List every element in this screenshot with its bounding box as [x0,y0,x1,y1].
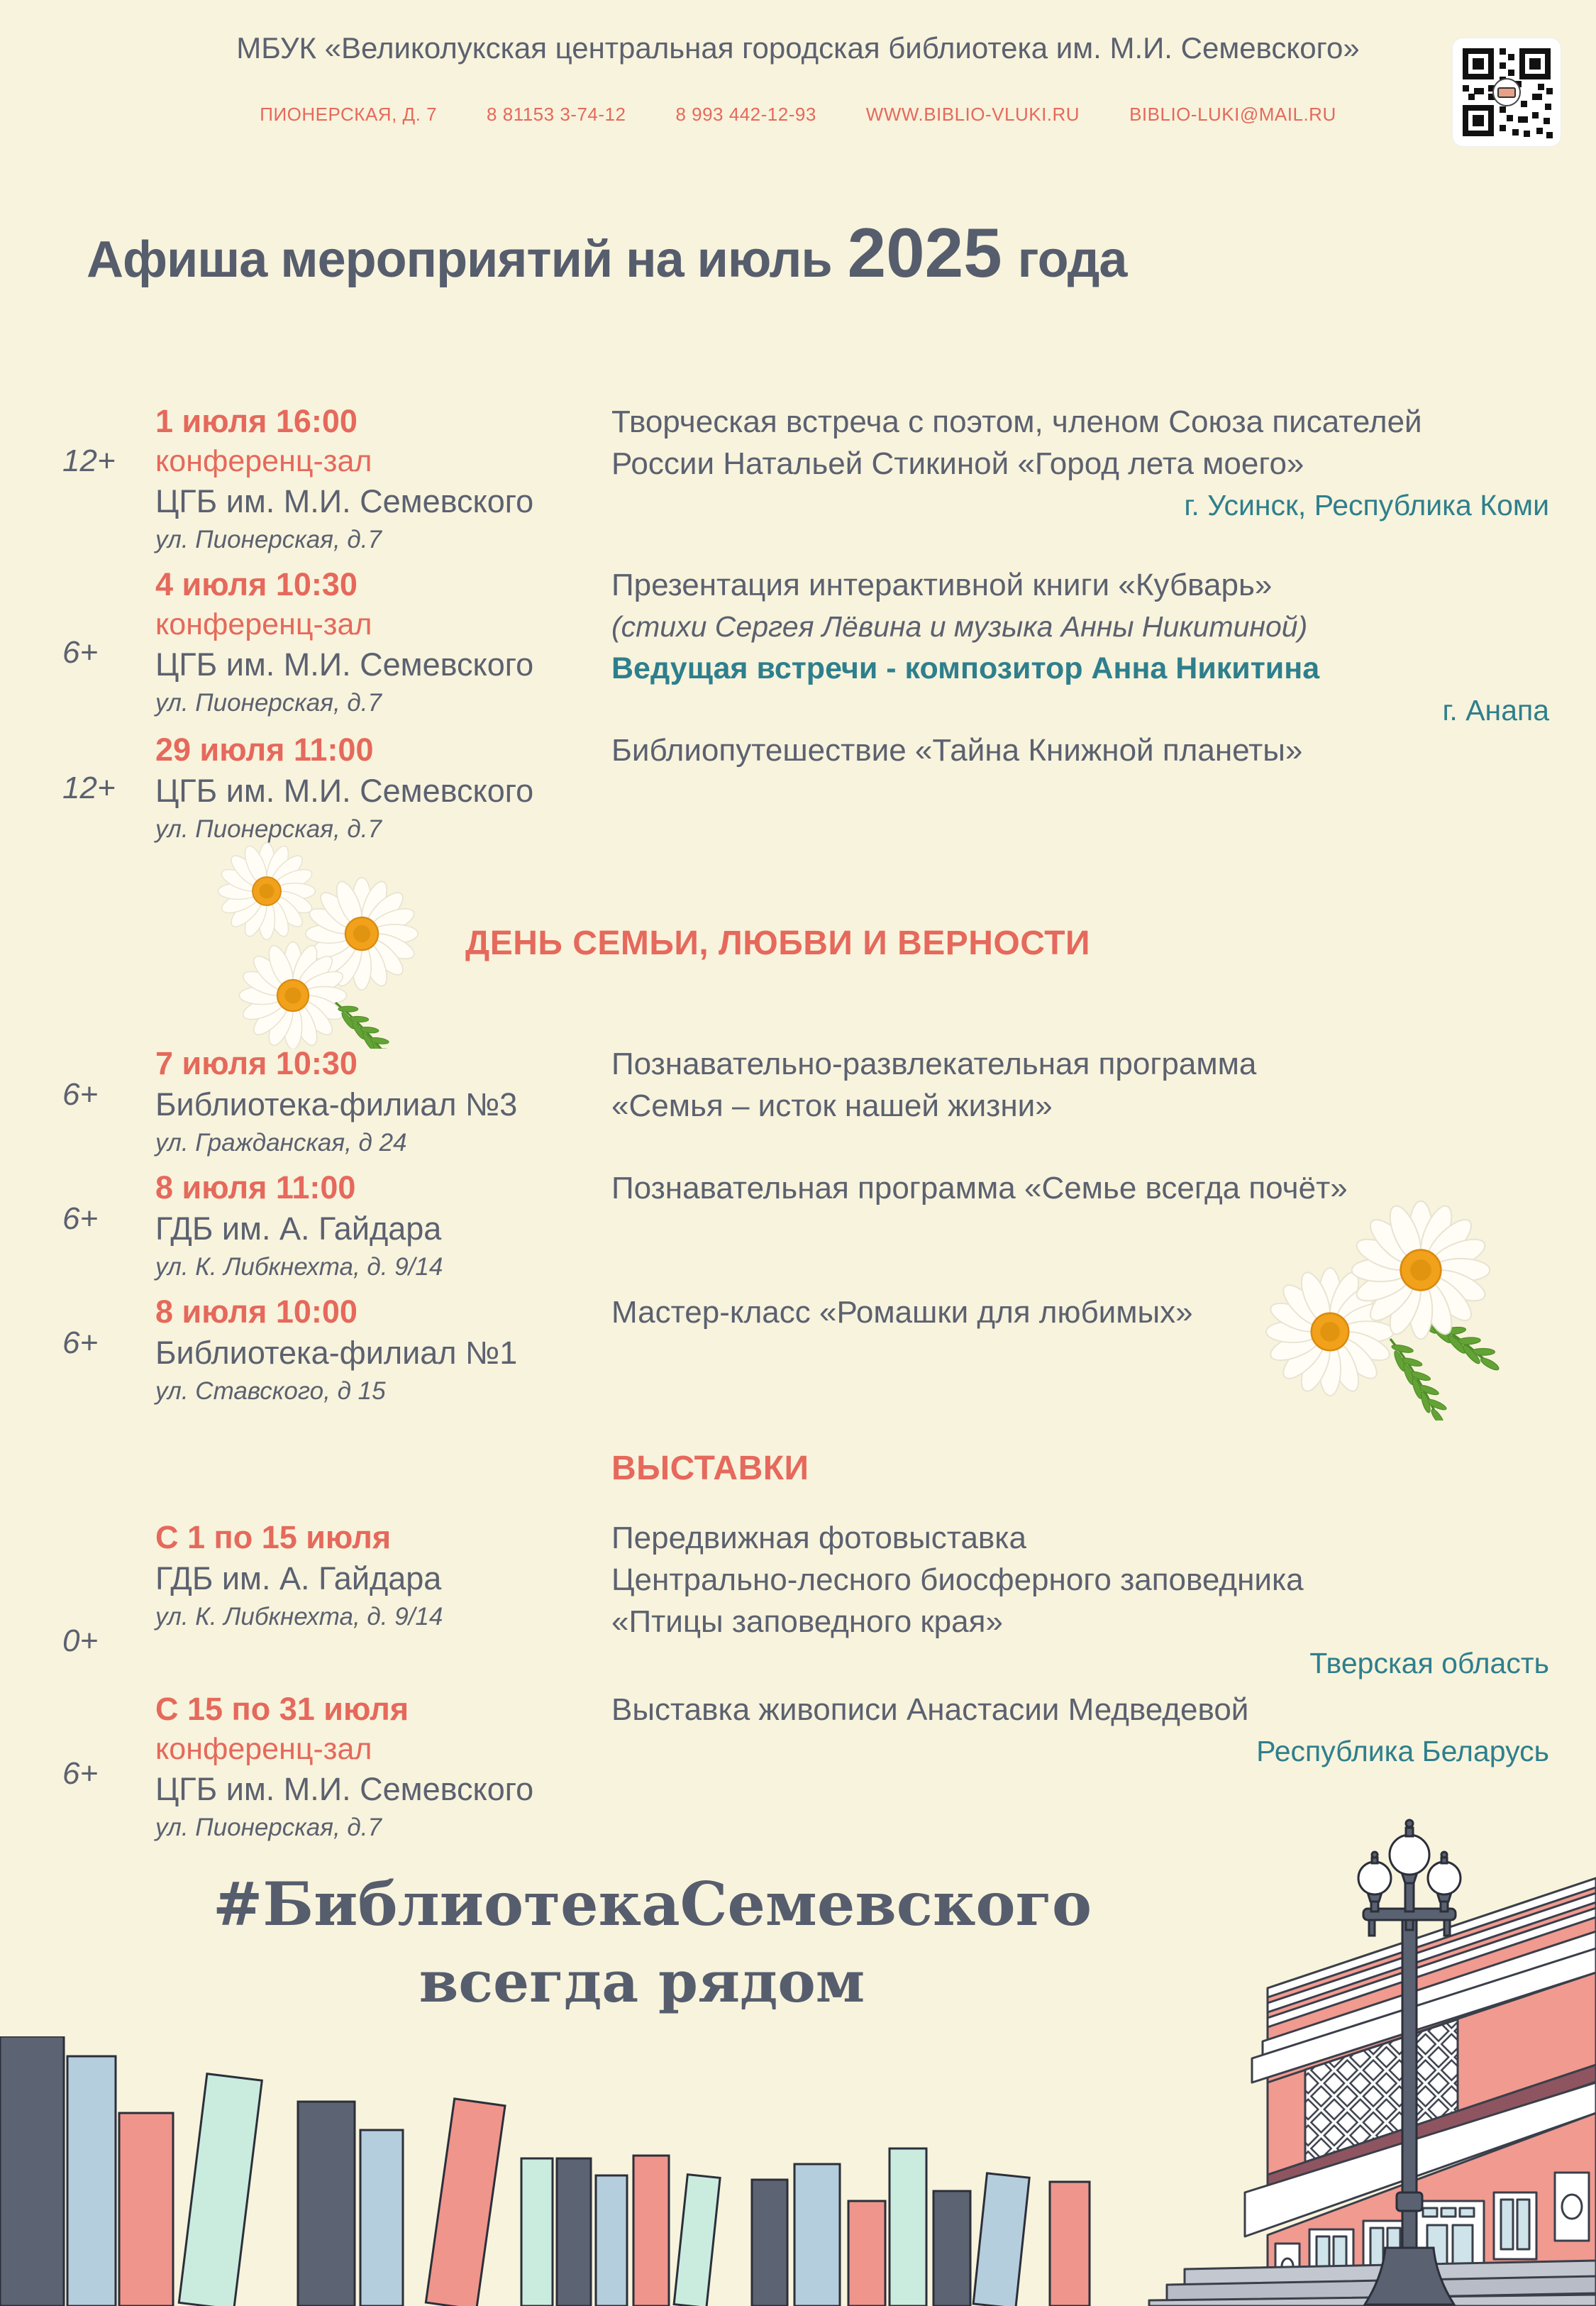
event-description-line: Презентация интерактивной книги «Кубварь» [611,568,1273,602]
age-badge: 6+ [62,1077,99,1112]
event-venue: ЦГБ им. М.И. Семевского [155,646,534,683]
contact-email: BIBLIO-LUKI@MAIL.RU [1129,104,1336,125]
event-description-line: Познавательно-развлекательная программа [611,1047,1257,1081]
event-description [611,564,1549,732]
event-description [611,1517,1549,1684]
daisies-icon [1231,1186,1529,1420]
books-illustration [0,2036,1111,2306]
event-address: ул. Ставского, д 15 [155,1377,386,1405]
event-date: С 15 по 31 июля [155,1691,409,1727]
event-address: ул. Гражданская, д 24 [155,1129,407,1157]
event-room: конференц-зал [155,607,372,641]
age-badge: 6+ [62,635,99,670]
event-description-line: «Птицы заповедного края» [611,1604,1003,1639]
event-location: г. Анапа [1442,694,1549,727]
event-date: 29 июля 11:00 [155,732,374,768]
org-name: МБУК «Великолукская центральная городская библиотека им. М.И. Семевского» [236,31,1360,65]
event-description-line: Познавательная программа «Семье всегда почёт» [611,1171,1348,1206]
event-address: ул. К. Либкнехта, д. 9/14 [155,1603,443,1631]
event-location: Тверская область [1309,1647,1549,1679]
event-when [155,1689,595,1846]
event-when [155,1043,595,1162]
contact-phone-2: 8 993 442-12-93 [675,104,816,125]
daisies-icon [183,836,474,1049]
event-description-line: Передвижная фотовыставка [611,1521,1026,1555]
age-badge: 6+ [62,1201,99,1236]
event-venue: ЦГБ им. М.И. Семевского [155,483,534,519]
event-location: Республика Беларусь [1256,1735,1549,1767]
hashtag-line-1: #БиблиотекаСемевского [213,1869,1092,1939]
contact-address: ПИОНЕРСКАЯ, Д. 7 [260,104,438,125]
event-address: ул. Пионерская, д.7 [155,1814,382,1841]
event-when [155,729,595,848]
event-date: 8 июля 10:00 [155,1293,358,1330]
qr-code [1453,38,1561,146]
section-title-family-day: ДЕНЬ СЕМЬИ, ЛЮБВИ И ВЕРНОСТИ [465,925,1091,962]
event-location: г. Усинск, Республика Коми [1184,489,1549,522]
age-badge: 0+ [62,1623,99,1658]
event-when [155,1167,595,1286]
event-description [611,401,1549,526]
contacts-row [0,104,1596,126]
event-description-line: Библиопутешествие «Тайна Книжной планеты» [611,733,1303,768]
event-room: конференц-зал [155,1732,372,1766]
library-building-illustration [1099,1809,1596,2306]
event-note: (стихи Сергея Лёвина и музыка Анны Никитиной) [611,610,1308,643]
event-venue: ГДБ им. А. Гайдара [155,1560,442,1596]
event-date: 7 июля 10:30 [155,1045,358,1081]
event-when [155,564,595,722]
title-suffix: года [1017,231,1127,288]
event-room: конференц-зал [155,444,372,478]
event-date: С 1 по 15 июля [155,1519,392,1555]
event-description-line: «Семья – исток нашей жизни» [611,1088,1053,1123]
event-address: ул. Пионерская, д.7 [155,689,382,717]
event-venue: Библиотека-филиал №1 [155,1335,518,1371]
event-description-line: Выставка живописи Анастасии Медведевой [611,1692,1249,1727]
event-description-line: Мастер-класс «Ромашки для любимых» [611,1295,1193,1330]
event-when [155,1291,595,1410]
event-address: ул. Пионерская, д.7 [155,815,382,843]
event-description-line: Центрально-лесного биосферного заповедника [611,1562,1304,1597]
event-address: ул. К. Либкнехта, д. 9/14 [155,1253,443,1281]
event-venue: ЦГБ им. М.И. Семевского [155,1771,534,1807]
qr-code-icon [1453,38,1561,146]
event-when [155,401,595,558]
contact-phone-1: 8 81153 3-74-12 [487,104,626,125]
building-facade [1149,1878,1596,2306]
event-description [611,729,1549,771]
event-venue: ГДБ им. А. Гайдара [155,1210,442,1247]
event-description [611,1689,1549,1772]
age-badge: 12+ [62,443,116,478]
contact-website: WWW.BIBLIO-VLUKI.RU [865,104,1080,125]
hashtag-line-2: всегда рядом [419,1948,865,2015]
footer-hashtag [213,1869,1092,2015]
title-text: Афиша мероприятий на июль [87,231,832,288]
event-venue: ЦГБ им. М.И. Семевского [155,773,534,809]
event-host: Ведущая встречи - композитор Анна Никитина [611,651,1320,685]
event-venue: Библиотека-филиал №3 [155,1086,518,1122]
event-date: 8 июля 11:00 [155,1169,356,1206]
page-title [87,213,1126,293]
section-title-exhibitions: ВЫСТАВКИ [611,1450,809,1487]
title-year: 2025 [847,214,1002,292]
event-date: 4 июля 10:30 [155,566,358,602]
event-description-line: России Натальей Стикиной «Город лета моего» [611,446,1304,481]
event-address: ул. Пионерская, д.7 [155,526,382,553]
age-badge: 12+ [62,771,116,805]
age-badge: 6+ [62,1756,99,1791]
event-description-line: Творческая встреча с поэтом, членом Союза писателей [611,404,1422,439]
event-when [155,1517,595,1635]
age-badge: 6+ [62,1325,99,1360]
event-date: 1 июля 16:00 [155,403,358,439]
event-description [611,1043,1549,1127]
